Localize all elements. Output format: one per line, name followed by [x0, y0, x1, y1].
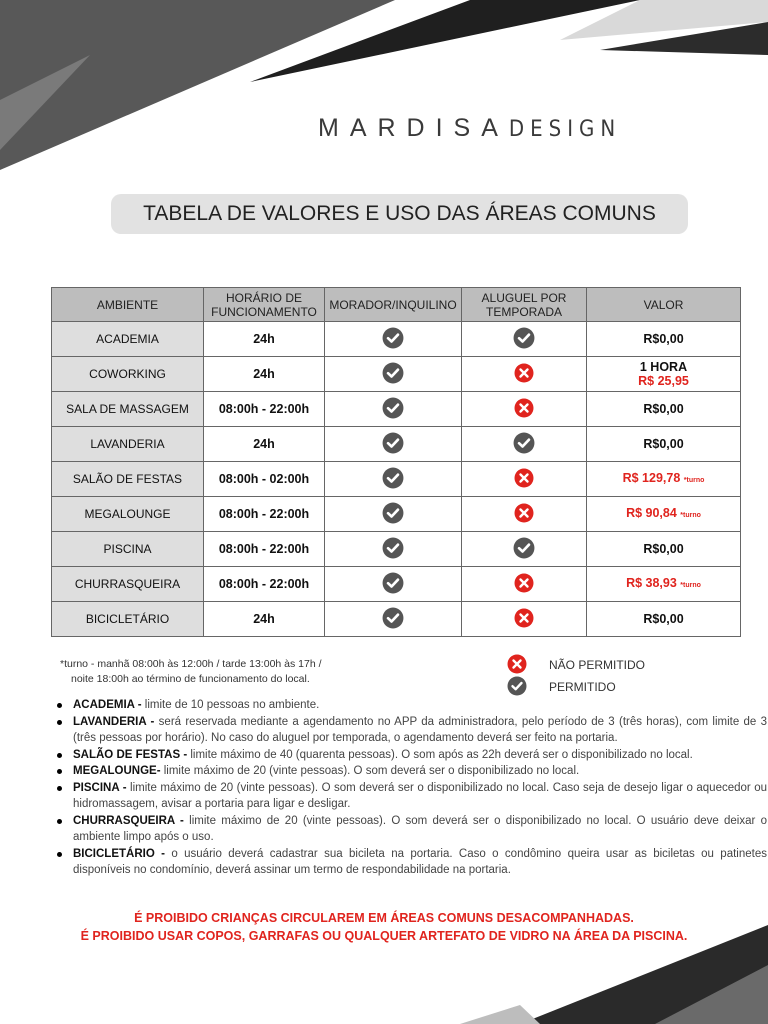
- cell-valor: [587, 462, 741, 497]
- cross-icon: [514, 573, 534, 596]
- cell-morador: [325, 602, 462, 637]
- check-icon: [382, 607, 404, 632]
- cell-morador: [325, 357, 462, 392]
- cell-morador: [325, 567, 462, 602]
- check-icon: [382, 467, 404, 492]
- cell-temporada: [462, 462, 587, 497]
- cell-valor: [587, 532, 741, 567]
- header-valor: VALOR: [587, 288, 741, 322]
- cell-valor: [587, 427, 741, 462]
- bullet: [57, 720, 62, 725]
- rule-text: limite de 10 pessoas no ambiente.: [141, 699, 320, 711]
- valor-amount: R$ 90,84: [626, 505, 677, 520]
- rule-title: CHURRASQUEIRA -: [73, 814, 184, 827]
- bullet: [57, 753, 62, 758]
- check-icon: [382, 397, 404, 422]
- legend-not-allowed-label: NÃO PERMITIDO: [549, 658, 646, 672]
- table-row: [52, 427, 741, 462]
- rule-title: LAVANDERIA -: [73, 715, 155, 728]
- valor-amount: R$0,00: [643, 612, 684, 626]
- rule-item: [73, 763, 767, 780]
- valor-amount: R$ 38,93: [626, 575, 677, 590]
- rule-item: [73, 780, 767, 813]
- cross-icon: [514, 503, 534, 526]
- check-icon: [382, 432, 404, 457]
- cell-ambiente: COWORKING: [52, 357, 204, 392]
- valor-amount: R$0,00: [643, 437, 684, 451]
- turno-mark: *turno: [680, 511, 701, 519]
- rule-text: limite máximo de 20 (vinte pessoas). O som deverá ser o disponibilizado no local. O usuário deve deixar o ambiente limpo após o uso.: [73, 814, 767, 843]
- cell-morador: [325, 322, 462, 357]
- valor-amount: R$0,00: [643, 332, 684, 346]
- valor-unit: 1 HORA: [639, 360, 688, 374]
- cell-ambiente: ACADEMIA: [52, 322, 204, 357]
- cell-horario: 24h: [204, 322, 325, 357]
- table-row: [52, 462, 741, 497]
- cell-morador: [325, 497, 462, 532]
- turno-mark: *turno: [683, 476, 705, 484]
- table-row: [52, 392, 741, 427]
- cell-horario: 08:00h - 22:00h: [204, 532, 325, 567]
- bullet: [57, 769, 62, 774]
- cell-valor: [587, 357, 741, 392]
- rule-text: o usuário deverá cadastrar sua biciletа na portaria. Caso o condômino queira usar as biciletas ou patinetes disponíveis no condomínio, deverá assinar um termo de respondabilidade na portaria.: [73, 847, 767, 876]
- table-row: [52, 567, 741, 602]
- table-row: [52, 602, 741, 637]
- cell-ambiente: MEGALOUNGE: [52, 497, 204, 532]
- legend-allowed: [507, 676, 645, 698]
- cell-valor: [587, 392, 741, 427]
- check-icon: [513, 327, 535, 352]
- table-row: [52, 322, 741, 357]
- cell-temporada: [462, 392, 587, 427]
- check-icon: [382, 327, 404, 352]
- cross-icon: [514, 468, 534, 491]
- check-icon: [507, 676, 527, 699]
- cell-horario: 08:00h - 22:00h: [204, 567, 325, 602]
- bottom-light-sliver: [460, 1005, 540, 1024]
- check-icon: [382, 502, 404, 527]
- rule-title: MEGALOUNGE-: [73, 765, 161, 777]
- rule-title: SALÃO DE FESTAS -: [73, 748, 188, 761]
- rule-item: [73, 813, 767, 846]
- header-ambiente: AMBIENTE: [52, 288, 204, 322]
- cell-temporada: [462, 427, 587, 462]
- cell-morador: [325, 462, 462, 497]
- cell-ambiente: BICICLETÁRIO: [52, 602, 204, 637]
- cell-valor: [587, 322, 741, 357]
- rule-text: limite máximo de 20 (vinte pessoas). O som deverá ser o disponibilizado no local.: [160, 765, 580, 777]
- warning-children: É PROIBIDO CRIANÇAS CIRCULAREM EM ÁREAS COMUNS DESACOMPANHADAS.: [134, 911, 634, 925]
- header-horario: HORÁRIO DE FUNCIONAMENTO: [204, 288, 325, 322]
- rule-title: ACADEMIA -: [73, 699, 142, 711]
- table-row: [52, 497, 741, 532]
- cell-morador: [325, 532, 462, 567]
- cell-morador: [325, 427, 462, 462]
- legend-allowed-label: PERMITIDO: [549, 680, 616, 694]
- check-icon: [382, 572, 404, 597]
- cell-temporada: [462, 357, 587, 392]
- rule-text: limite máximo de 20 (vinte pessoas). O som deverá ser o disponibilizado no local. Caso seja de desejo ligar o aquecedor ou hidromassagem, avisar a portaria para ligar e desligar.: [73, 781, 768, 810]
- cell-ambiente: PISCINA: [52, 532, 204, 567]
- valor-amount: R$0,00: [643, 542, 684, 556]
- rule-item: [73, 714, 767, 747]
- legend-not-allowed: [507, 654, 645, 676]
- table-row: [52, 357, 741, 392]
- cell-temporada: [462, 322, 587, 357]
- check-icon: [382, 362, 404, 387]
- turno-footnote: [60, 657, 370, 687]
- cross-icon: [514, 608, 534, 631]
- footnote-line-1: *turno - manhã 08:00h às 12:00h / tarde 13:00h às 17h /: [60, 658, 322, 670]
- rule-text: limite máximo de 40 (quarenta pessoas). O som após as 22h deverá ser o disponibilizado no local.: [187, 748, 693, 761]
- cell-ambiente: LAVANDERIA: [52, 427, 204, 462]
- bullet: [57, 819, 62, 824]
- footnote-line-2: noite 18:00h ao término de funcionamento do local.: [71, 673, 310, 685]
- header-morador: MORADOR/INQUILINO: [325, 288, 462, 322]
- check-icon: [513, 432, 535, 457]
- cross-icon: [507, 654, 527, 677]
- valor-amount: R$0,00: [643, 402, 684, 416]
- cross-icon: [514, 398, 534, 421]
- areas-table: [51, 287, 741, 637]
- rule-item: [73, 846, 767, 879]
- valor-amount: R$ 25,95: [638, 374, 689, 388]
- cell-morador: [325, 392, 462, 427]
- legend: [507, 654, 645, 698]
- rule-title: BICICLETÁRIO -: [73, 847, 165, 860]
- cell-horario: 08:00h - 22:00h: [204, 497, 325, 532]
- bullet: [57, 852, 62, 857]
- cell-temporada: [462, 602, 587, 637]
- cell-temporada: [462, 497, 587, 532]
- rule-item: [73, 747, 767, 764]
- rule-text: será reservada mediante a agendamento no APP da administradora, pelo período de 3 (três horas), com limite de 3 (três pessoas por horário). No caso do aluguel por temporada, o agendamento deverá ser feito na portaria.: [73, 715, 767, 744]
- warning-glass: É PROIBIDO USAR COPOS, GARRAFAS OU QUALQUER ARTEFATO DE VIDRO NA ÁREA DA PISCINA.: [80, 929, 688, 943]
- table-row: [52, 532, 741, 567]
- cross-icon: [514, 363, 534, 386]
- cell-valor: [587, 567, 741, 602]
- cell-valor: [587, 602, 741, 637]
- cell-horario: 24h: [204, 427, 325, 462]
- table-header-row: [52, 288, 741, 322]
- cell-horario: 08:00h - 22:00h: [204, 392, 325, 427]
- turno-mark: *turno: [680, 581, 701, 589]
- cell-temporada: [462, 567, 587, 602]
- bullet: [57, 703, 62, 708]
- rule-title: PISCINA -: [73, 781, 127, 794]
- rules-list: [55, 697, 767, 879]
- valor-amount: R$ 129,78: [622, 470, 681, 485]
- brand-logo: [318, 114, 621, 143]
- rule-item: [73, 697, 767, 714]
- cell-horario: 08:00h - 02:00h: [204, 462, 325, 497]
- page-title: TABELA DE VALORES E USO DAS ÁREAS COMUNS: [111, 194, 688, 234]
- cell-ambiente: CHURRASQUEIRA: [52, 567, 204, 602]
- cell-temporada: [462, 532, 587, 567]
- cell-ambiente: SALA DE MASSAGEM: [52, 392, 204, 427]
- check-icon: [382, 537, 404, 562]
- cell-ambiente: SALÃO DE FESTAS: [52, 462, 204, 497]
- header-temporada: ALUGUEL POR TEMPORADA: [462, 288, 587, 322]
- brand-part2: DESIGN: [508, 117, 622, 142]
- bullet: [57, 786, 62, 791]
- cell-horario: 24h: [204, 357, 325, 392]
- brand-part1: MARDISA: [318, 114, 509, 142]
- check-icon: [513, 537, 535, 562]
- cell-horario: 24h: [204, 602, 325, 637]
- cell-valor: [587, 497, 741, 532]
